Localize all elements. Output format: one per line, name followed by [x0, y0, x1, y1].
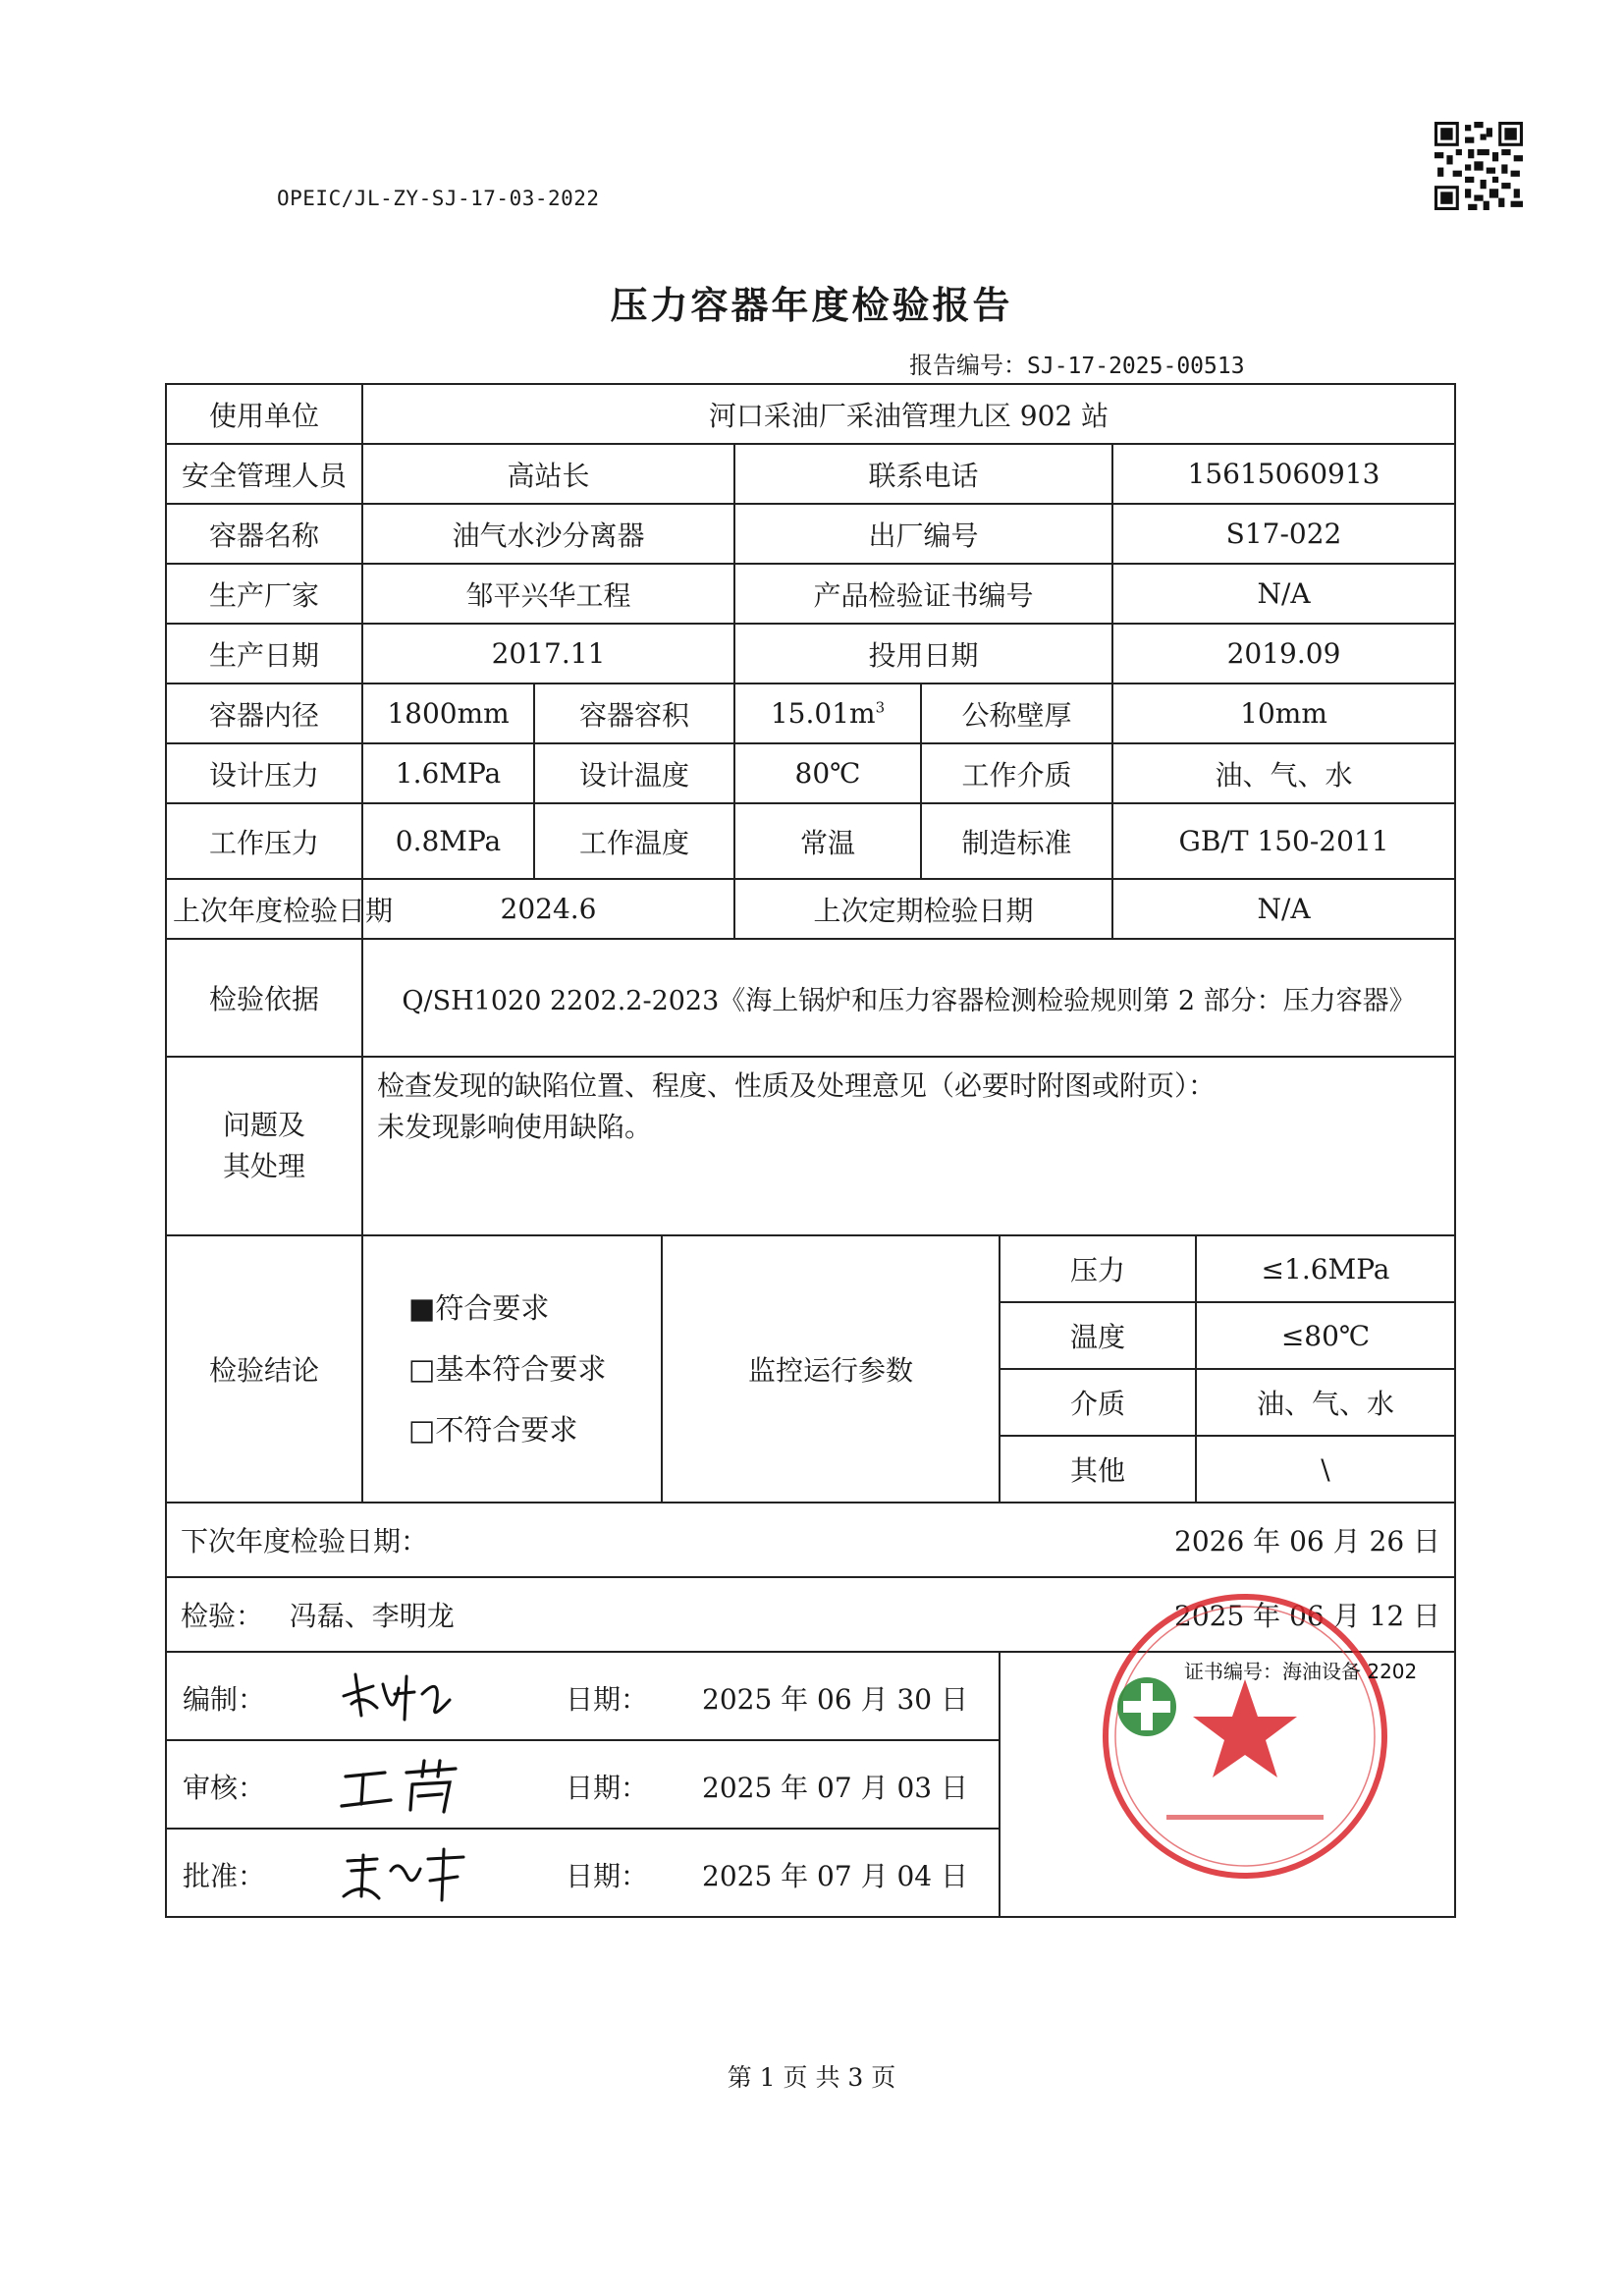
- param-other-label: 其他: [1000, 1436, 1196, 1503]
- inner-diameter-label: 容器内径: [166, 683, 362, 743]
- param-temp-label: 温度: [1000, 1302, 1196, 1369]
- design-pressure-value: 1.6MPa: [362, 743, 534, 803]
- qr-code-icon: [1434, 122, 1523, 210]
- manufacturer-value: 邹平兴华工程: [362, 564, 734, 624]
- param-medium-value: 油、气、水: [1196, 1369, 1455, 1436]
- factory-no-value: S17-022: [1112, 504, 1455, 564]
- work-pressure-value: 0.8MPa: [362, 803, 534, 879]
- next-annual-label: 下次年度检验日期：: [181, 1525, 429, 1558]
- param-medium-label: 介质: [1000, 1369, 1196, 1436]
- last-periodic-label: 上次定期检验日期: [734, 879, 1112, 939]
- approve-date: 2025 年 07 月 04 日: [702, 1860, 969, 1892]
- report-number-value: SJ-17-2025-00513: [1027, 354, 1245, 379]
- in-service-date-label: 投用日期: [734, 624, 1112, 683]
- page-footer: 第 1 页 共 3 页: [727, 2063, 896, 2092]
- report-number-label: 报告编号：: [909, 352, 1027, 379]
- wall-thickness-value: 10mm: [1112, 683, 1455, 743]
- checkbox-noncompliant: □不符合要求: [408, 1413, 578, 1447]
- last-periodic-value: N/A: [1112, 879, 1455, 939]
- work-medium-value: 油、气、水: [1112, 743, 1455, 803]
- inner-diameter-value: 1800mm: [362, 683, 534, 743]
- phone-value: 15615060913: [1112, 444, 1455, 504]
- next-annual-row: [166, 1503, 1455, 1577]
- reviewer-signature-icon: [334, 1753, 471, 1818]
- work-pressure-label: 工作压力: [166, 803, 362, 879]
- param-pressure-value: ≤1.6MPa: [1196, 1235, 1455, 1302]
- issues-label: 问题及 其处理: [166, 1057, 362, 1235]
- review-date: 2025 年 07 月 03 日: [702, 1772, 969, 1804]
- compile-date-label: 日期：: [566, 1683, 649, 1716]
- basis-value: Q/SH1020 2202.2-2023《海上锅炉和压力容器检测检验规则第 2 部分：压力容器》: [362, 939, 1455, 1057]
- inspection-date: 2025 年 06 月 12 日: [1174, 1600, 1441, 1632]
- basis-label: 检验依据: [166, 939, 362, 1057]
- safety-manager-value: 高站长: [362, 444, 734, 504]
- manufacturer-label: 生产厂家: [166, 564, 362, 624]
- user-unit-label: 使用单位: [166, 384, 362, 444]
- last-annual-label: 上次年度检验日期: [166, 879, 362, 939]
- issues-content: [362, 1057, 1455, 1235]
- factory-no-label: 出厂编号: [734, 504, 1112, 564]
- review-row: [166, 1740, 1000, 1829]
- wall-thickness-label: 公称壁厚: [921, 683, 1112, 743]
- compiler-signature-icon: [334, 1665, 471, 1729]
- report-number: [909, 346, 1245, 380]
- conclusion-label: 检验结论: [166, 1235, 362, 1503]
- volume-value: $15.01m^3$: [734, 683, 921, 743]
- review-date-label: 日期：: [566, 1772, 649, 1804]
- mfg-standard-label: 制造标准: [921, 803, 1112, 879]
- review-label: 审核：: [183, 1772, 266, 1804]
- volume-label: 容器容积: [534, 683, 734, 743]
- user-unit-value: 河口采油厂采油管理九区 902 站: [362, 384, 1455, 444]
- in-service-date-value: 2019.09: [1112, 624, 1455, 683]
- next-annual-value: 2026 年 06 月 26 日: [1174, 1525, 1441, 1558]
- param-pressure-label: 压力: [1000, 1235, 1196, 1302]
- inspector-label: 检验：: [181, 1600, 264, 1632]
- issues-prompt: 检查发现的缺陷位置、程度、性质及处理意见（必要时附图或附页）：: [377, 1069, 1217, 1102]
- checkbox-compliant: ■符合要求: [408, 1291, 550, 1325]
- approve-row: [166, 1829, 1000, 1917]
- official-seal-icon: [1098, 1589, 1392, 1884]
- compile-label: 编制：: [183, 1683, 266, 1716]
- product-cert-label: 产品检验证书编号: [734, 564, 1112, 624]
- last-annual-value: 2024.6: [362, 879, 734, 939]
- monitor-params-label: 监控运行参数: [662, 1235, 1000, 1503]
- compile-row: [166, 1652, 1000, 1740]
- compile-date: 2025 年 06 月 30 日: [702, 1683, 969, 1716]
- work-temp-label: 工作温度: [534, 803, 734, 879]
- design-temp-value: 80℃: [734, 743, 921, 803]
- design-temp-label: 设计温度: [534, 743, 734, 803]
- approve-label: 批准：: [183, 1860, 266, 1892]
- work-temp-value: 常温: [734, 803, 921, 879]
- mfg-standard-value: GB/T 150-2011: [1112, 803, 1455, 879]
- production-date-label: 生产日期: [166, 624, 362, 683]
- seal-cert-number: 证书编号：海油设备 2202: [1184, 1660, 1418, 1683]
- production-date-value: 2017.11: [362, 624, 734, 683]
- phone-label: 联系电话: [734, 444, 1112, 504]
- safety-manager-label: 安全管理人员: [166, 444, 362, 504]
- design-pressure-label: 设计压力: [166, 743, 362, 803]
- approve-date-label: 日期：: [566, 1860, 649, 1892]
- work-medium-label: 工作介质: [921, 743, 1112, 803]
- product-cert-value: N/A: [1112, 564, 1455, 624]
- param-temp-value: ≤80℃: [1196, 1302, 1455, 1369]
- vessel-name-value: 油气水沙分离器: [362, 504, 734, 564]
- document-code: OPEIC/JL-ZY-SJ-17-03-2022: [277, 187, 600, 210]
- inspector-names: 冯磊、李明龙: [289, 1600, 455, 1632]
- issues-finding: 未发现影响使用缺陷。: [377, 1111, 653, 1143]
- vessel-name-label: 容器名称: [166, 504, 362, 564]
- approver-signature-icon: [334, 1841, 471, 1906]
- param-other-value: \: [1196, 1436, 1455, 1503]
- report-title: 压力容器年度检验报告: [610, 284, 1013, 327]
- checkbox-basically-compliant: □基本符合要求: [408, 1352, 607, 1386]
- conclusion-checkboxes: [362, 1235, 662, 1503]
